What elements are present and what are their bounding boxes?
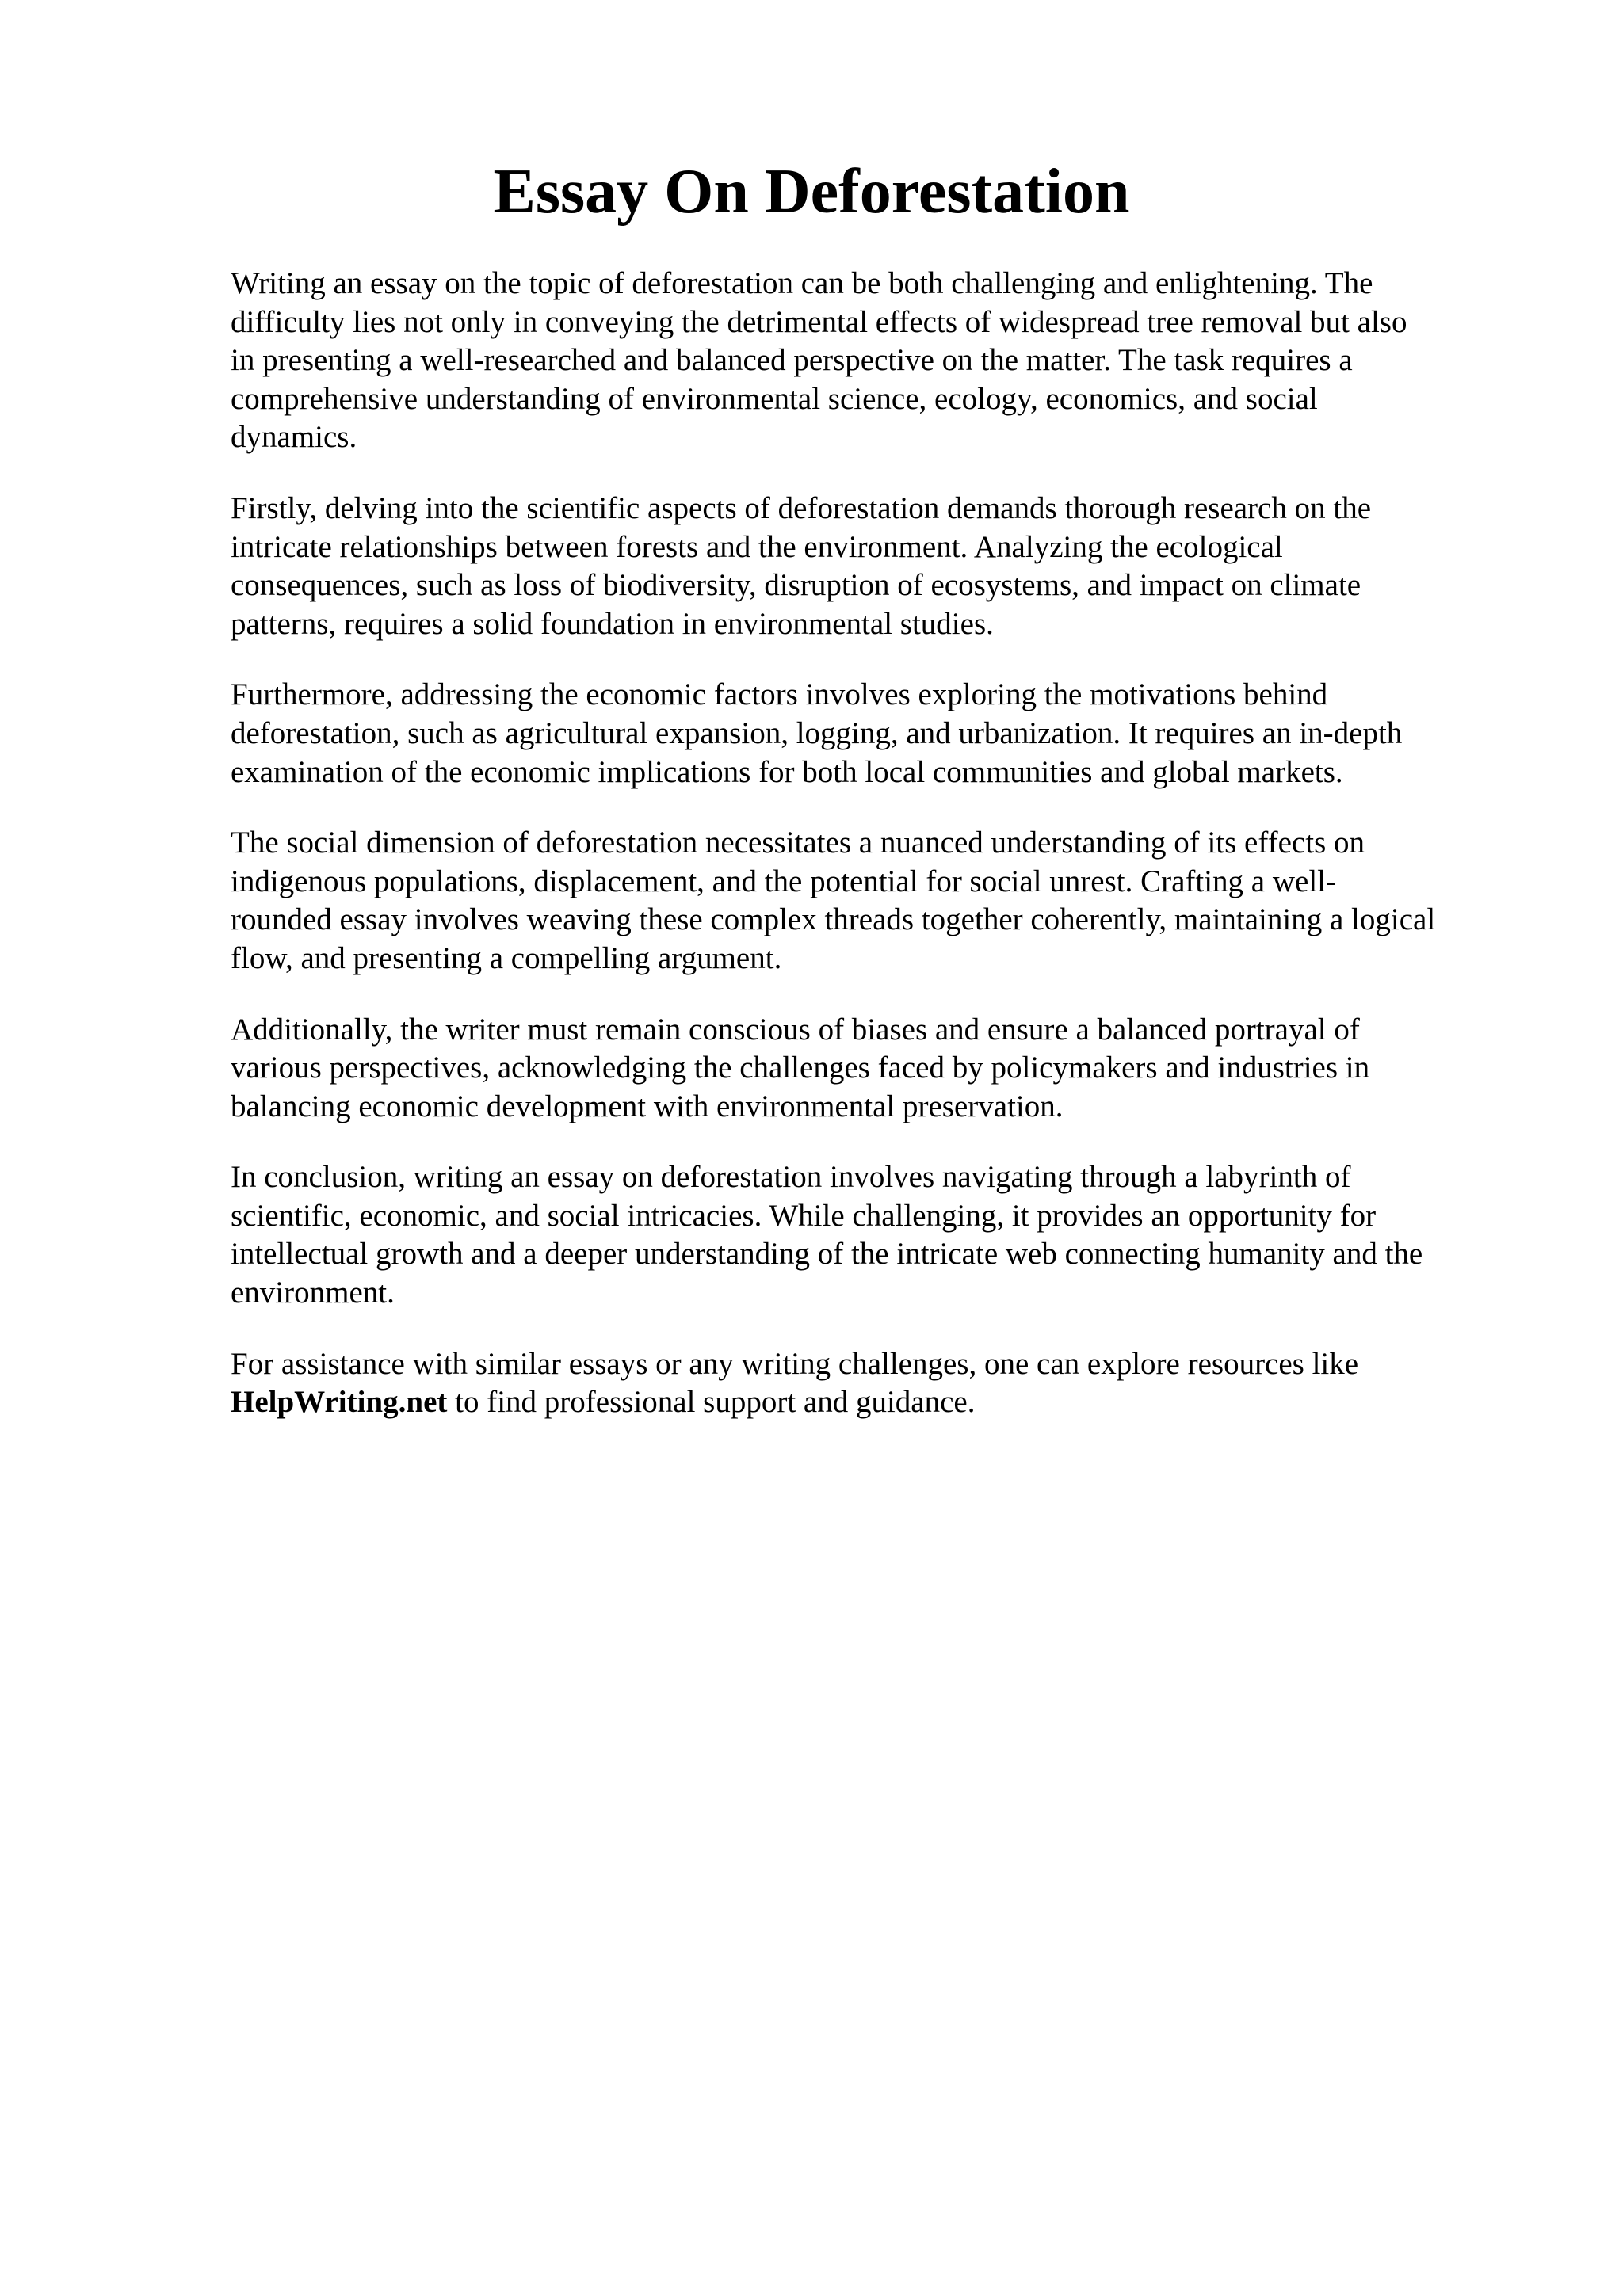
text-line: The social dimension of deforestation necessitates a nuanced understanding of its effects on (231, 826, 1365, 860)
text-line: in presenting a well-researched and balanced perspective on the matter. The task requires a (231, 343, 1353, 378)
paragraph-closing (231, 1345, 1530, 1422)
text-line: Additionally, the writer must remain conscious of biases and ensure a balanced portrayal of (231, 1012, 1360, 1047)
text-line: difficulty lies not only in conveying the detrimental effects of widespread tree removal but also (231, 304, 1407, 339)
text-line: Writing an essay on the topic of deforestation can be both challenging and enlightening. The (231, 266, 1373, 300)
text-line: Firstly, delving into the scientific aspects of deforestation demands thorough research on the (231, 490, 1372, 525)
text-line (231, 1383, 1530, 1422)
text-line: scientific, economic, and social intricacies. While challenging, it provides an opportunity for (231, 1198, 1377, 1233)
text-line: flow, and presenting a compelling argument. (231, 940, 782, 975)
paragraph-conclusion (231, 1158, 1530, 1312)
text-line: intricate relationships between forests and the environment. Analyzing the ecological (231, 529, 1283, 564)
text-line: environment. (231, 1276, 395, 1310)
text-line: In conclusion, writing an essay on deforestation involves navigating through a labyrinth of (231, 1160, 1351, 1195)
paragraph-intro (231, 265, 1530, 457)
text-line: indigenous populations, displacement, and the potential for social unrest. Crafting a well- (231, 864, 1336, 898)
text-line: dynamics. (231, 420, 357, 455)
text-line: comprehensive understanding of environmental science, ecology, economics, and social (231, 381, 1318, 416)
text-line: balancing economic development with environmental preservation. (231, 1089, 1064, 1123)
paragraph-social (231, 824, 1530, 978)
paragraph-economic (231, 676, 1530, 791)
page-title: Essay On Deforestation (493, 157, 1130, 227)
paragraph-perspectives (231, 1011, 1530, 1127)
helpwriting-brand: HelpWriting.net (231, 1385, 448, 1420)
closing-rest-text: to find professional support and guidance. (447, 1385, 976, 1420)
text-line: For assistance with similar essays or any writing challenges, one can explore resources like (231, 1346, 1359, 1381)
text-line: patterns, requires a solid foundation in environmental studies. (231, 606, 994, 641)
text-line: rounded essay involves weaving these complex threads together coherently, maintaining a logical (231, 902, 1436, 937)
text-line: consequences, such as loss of biodiversity, disruption of ecosystems, and impact on climate (231, 568, 1361, 603)
text-line: various perspectives, acknowledging the challenges faced by policymakers and industries in (231, 1051, 1370, 1085)
text-line: Furthermore, addressing the economic factors involves exploring the motivations behind (231, 677, 1328, 712)
text-line: intellectual growth and a deeper understanding of the intricate web connecting humanity and the (231, 1237, 1423, 1272)
text-line: examination of the economic implications for both local communities and global markets. (231, 754, 1343, 789)
text-line: deforestation, such as agricultural expansion, logging, and urbanization. It requires an in-depth (231, 715, 1403, 750)
paragraph-scientific (231, 490, 1530, 643)
essay-body (231, 265, 1530, 1455)
